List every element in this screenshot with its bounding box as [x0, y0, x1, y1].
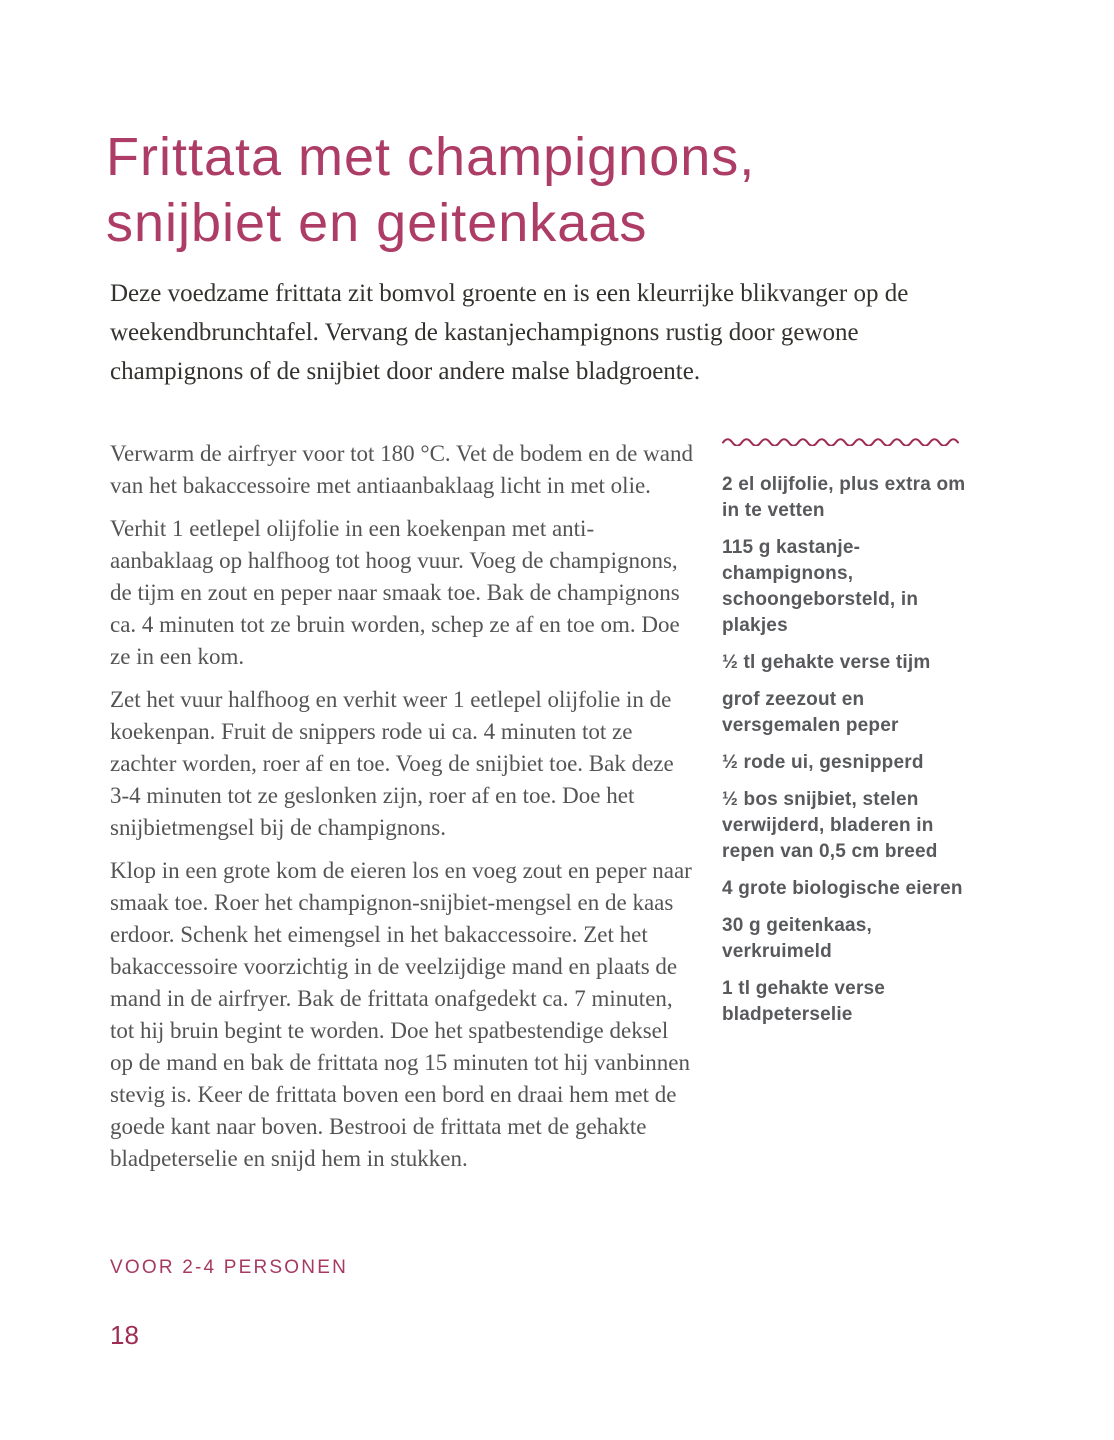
recipe-intro-paragraph: Deze voedzame frittata zit bomvol groente en is een kleurrijke blikvanger op de weekendbrunchtafel. Vervang de kastanjechampignons rustig door gewone champignons of de snijbiet door andere malse bladgroente. — [110, 280, 909, 385]
page-number: 18 — [110, 1320, 139, 1350]
ingredient-item: grof zeezout en versgemalen peper — [722, 689, 899, 736]
instruction-paragraph: Zet het vuur halfhoog en verhit weer 1 eetlepel olijfolie in de koekenpan. Fruit de snippers rode ui ca. 4 minuten tot ze zachter worden, roer af en toe. Voeg de snijbiet toe. Bak deze 3-4 minuten tot ze geslonken zijn, roer af en toe. Doe het snijbietmengsel bij de champignons. — [110, 687, 674, 840]
instruction-paragraph: Verwarm de airfryer voor tot 180 °C. Vet de bodem en de wand van het bakaccessoire met antiaanbaklaag licht in met olie. — [110, 441, 693, 498]
ingredient-item: 1 tl gehakte verse bladpeterselie — [722, 978, 886, 1025]
serving-label: VOOR 2-4 PERSONEN — [110, 1257, 349, 1278]
recipe-title — [106, 124, 755, 256]
ingredients-panel — [722, 436, 974, 1039]
instruction-paragraph: Klop in een grote kom de eieren los en voeg zout en peper naar smaak toe. Roer het champignon-snijbiet-mengsel en de kaas erdoor. Schenk het eimengsel in het bakaccessoire. Zet het bakaccessoire voorzichtig in de veelzijdige mand en plaats de mand in de airfryer. Bak de frittata onafgedekt ca. 7 minuten, tot hij bruin begint te worden. Doe het spatbestendige deksel op de mand en bak de frittata nog 15 minuten tot hij vanbinnen stevig is. Keer de frittata boven een bord en draai hem met de goede kant naar boven. Bestrooi de frittata met de gehakte bladpeterselie en snijd hem in stukken. — [110, 858, 692, 1171]
ingredient-item: ½ rode ui, gesnipperd — [722, 752, 924, 773]
ingredient-item: ½ bos snijbiet, stelen verwijderd, bladeren in repen van 0,5 cm breed — [722, 789, 938, 862]
ingredient-item: 4 grote biologische eieren — [722, 878, 963, 899]
instructions-column — [110, 438, 696, 1186]
recipe-title-line-2: snijbiet en geitenkaas — [106, 193, 648, 253]
wavy-line-divider — [722, 436, 968, 446]
instruction-paragraph: Verhit 1 eetlepel olijfolie in een koekenpan met anti-aanbaklaag op halfhoog tot hoog vuur. Voeg de champignons, de tijm en zout en peper naar smaak toe. Bak de champignons ca. 4 minuten tot ze bruin worden, schep ze af en toe om. Doe ze in een kom. — [110, 516, 680, 669]
ingredient-item: 115 g kastanje-champignons, schoongeborsteld, in plakjes — [722, 537, 919, 636]
ingredient-item: ½ tl gehakte verse tijm — [722, 652, 931, 673]
ingredient-item: 30 g geitenkaas, verkruimeld — [722, 915, 872, 962]
ingredient-item: 2 el olijfolie, plus extra om in te vetten — [722, 474, 966, 521]
recipe-title-line-1: Frittata met champignons, — [106, 127, 756, 187]
